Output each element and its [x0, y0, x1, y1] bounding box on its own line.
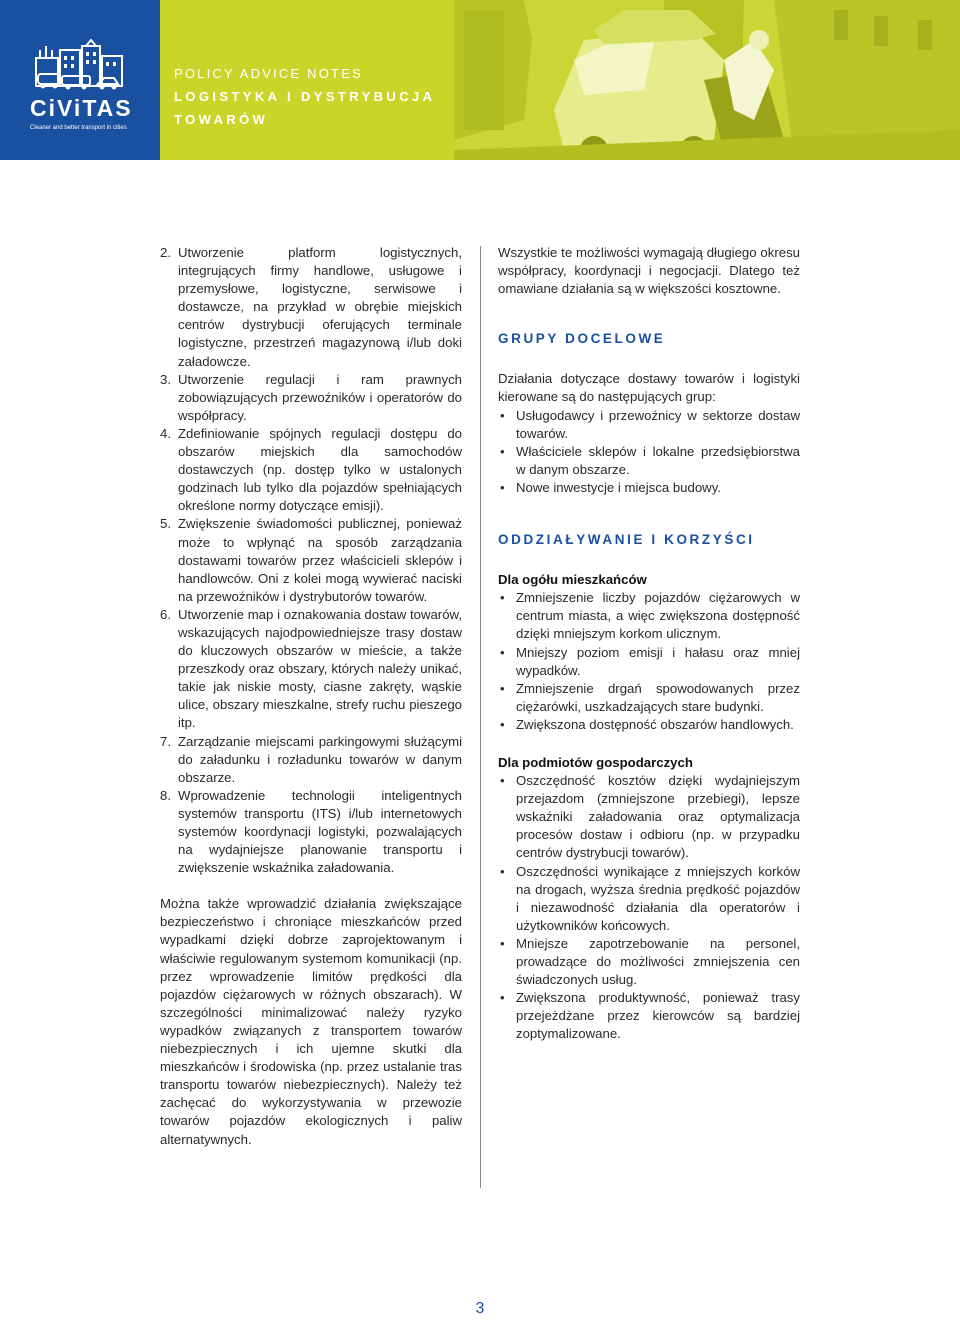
item-text: Utworzenie map i oznakowania dostaw towarów, wskazujących najodpowiedniejsze trasy dostaw do kluczowych obszarów w mieście, a także przeszkody oraz obszary, których należy unikać, takie jak niskie mosty, ciasne zakręty, wąskie ulice, obszary mieszkalne, strefy ruchu pieszego itp. [178, 606, 462, 731]
list-item [498, 443, 800, 479]
bullet-list [498, 589, 800, 734]
item-text: Zwiększona dostępność obszarów handlowych. [516, 716, 794, 732]
item-text: Utworzenie regulacji i ram prawnych zobowiązujących przewoźników i operatorów do współpracy. [178, 371, 462, 423]
item-text: Oszczędności wynikające z mniejszych korków na drogach, wyższa średnia prędkość pojazdów i niezawodność działania dla operatorów i użytkowników końcowych. [516, 863, 800, 933]
item-text: Usługodawcy i przewoźnicy w sektorze dostaw towarów. [516, 407, 800, 441]
item-number: 6. [160, 606, 171, 622]
bullet-icon: • [500, 863, 505, 879]
item-text: Oszczędność kosztów dzięki wydajniejszym przejazdom (zmniejszone przebiegi), lepsze wskaźniki załadowania oraz optymalizacja procesów dostaw i odbioru (np. w przypadku centrów dystrybucji towarów). [516, 773, 800, 861]
item-text: Zdefiniowanie spójnych regulacji dostępu do obszarów miejskich dla samochodów dostawczych (np. dostęp tylko w ustalonych godzinach lub tylko dla pojazdów spełniających określone normy dotyczące emisji). [178, 425, 462, 514]
list-item [160, 425, 462, 515]
item-number: 3. [160, 371, 171, 387]
item-text: Zmniejszenie drgań spowodowanych przez ciężarówki, uszkadzających stare budynki. [516, 680, 800, 714]
item-number: 4. [160, 425, 171, 441]
bullet-icon: • [500, 990, 505, 1006]
header-line-2: LOGISTYKA I DYSTRYBUCJA [174, 89, 436, 104]
list-item [160, 606, 462, 733]
item-text: Zmniejszenie liczby pojazdów ciężarowych w centrum miasta, a więc zwiększona dostępność dzięki mniejszym korkom ulicznym. [516, 590, 800, 642]
section-heading-target-groups: GRUPY DOCELOWE [498, 331, 666, 347]
logo-wordmark: CiViTAS [30, 95, 133, 121]
page-number: 3 [475, 1300, 485, 1317]
list-item [160, 733, 462, 787]
list-item [498, 716, 800, 734]
header-line-3: TOWARÓW [174, 112, 269, 127]
civitas-logo [0, 0, 160, 160]
list-item [498, 935, 800, 989]
subheading-residents: Dla ogółu mieszkańców [498, 572, 647, 588]
bullet-icon: • [500, 935, 505, 951]
list-item [498, 644, 800, 680]
list-item [498, 407, 800, 443]
item-number: 8. [160, 787, 171, 803]
delivery-van-photo-icon [454, 0, 960, 160]
bullet-icon: • [500, 773, 505, 789]
list-item [498, 772, 800, 862]
item-number: 5. [160, 516, 171, 532]
list-item [160, 371, 462, 425]
list-item [498, 680, 800, 716]
right-column [498, 244, 800, 1043]
city-skyline-icon [0, 0, 160, 160]
list-item [160, 244, 462, 371]
intro-paragraph: Wszystkie te możliwości wymagają długiego okresu współpracy, koordynacji i negocjacji. Dlatego też omawiane działania są w większości kosztowne. [498, 245, 800, 297]
bullet-icon: • [500, 716, 505, 732]
list-item [498, 989, 800, 1043]
list-item [160, 787, 462, 877]
item-text: Mniejszy poziom emisji i hałasu oraz mniej wypadków. [516, 644, 800, 678]
item-text: Zarządzanie miejscami parkingowymi służącymi do załadunku i rozładunku towarów w danym obszarze. [178, 733, 462, 785]
list-item [498, 863, 800, 935]
item-number: 7. [160, 733, 171, 749]
bullet-list [498, 407, 800, 497]
bullet-icon: • [500, 407, 505, 423]
section-intro: Działania dotyczące dostawy towarów i logistyki kierowane są do następujących grup: [498, 371, 800, 405]
subheading-businesses: Dla podmiotów gospodarczych [498, 754, 693, 770]
section-heading-impact: ODDZIAŁYWANIE I KORZYŚCI [498, 532, 755, 548]
list-item [160, 515, 462, 605]
bullet-icon: • [500, 479, 505, 495]
item-text: Zwiększenie świadomości publicznej, ponieważ może to wpłynąć na sposób zarządzania dostawami towarów przez właścicieli sklepów i handlowców. Oni z kolei mogą wywierać naciski na przewoźników i dystrybutorów towarów. [178, 516, 462, 604]
item-text: Utworzenie platform logistycznych, integrujących firmy handlowe, usługowe i przemysłowe, logistyczne, serwisowe i dostawcze, na przykład w obrębie miejskich centrów dystrybucji oferujących terminale logistyczne, przestrzeń magazynową i/lub doki załadowcze. [178, 245, 462, 369]
header-photo [454, 0, 960, 160]
item-text: Zwiększona produktywność, ponieważ trasy przejeżdżane przez kierowców są bardziej zoptymalizowane. [516, 990, 800, 1042]
item-number: 2. [160, 245, 171, 260]
item-text: Właściciele sklepów i lokalne przedsiębiorstwa w danym obszarze. [516, 443, 800, 477]
left-column [160, 244, 462, 1149]
column-divider [480, 246, 481, 1188]
numbered-list [160, 244, 462, 877]
body-paragraph: Można także wprowadzić działania zwiększające bezpieczeństwo i chroniące mieszkańców przed wypadkami dzięki dobrze zaprojektowanym i właściwie regulowanym systemom komunikacji (np. przez wprowadzenie limitów prędkości dla pojazdów ciężarowych w różnych obszarach). W szczególności minimalizować należy ryzyko wypadków związanych z transportem towarów niebezpiecznych i ich ujemne skutki dla mieszkańców i środowiska (np. przez ustalanie tras transportu towarów niebezpiecznych). Należy też zachęcać do wykorzystywania w przewozie towarów pojazdów ekologicznych i paliw alternatywnych. [160, 896, 462, 1147]
bullet-icon: • [500, 644, 505, 660]
list-item [498, 479, 800, 497]
item-text: Mniejsze zapotrzebowanie na personel, prowadzące do możliwości zmniejszenia cen świadczonych usług. [516, 935, 800, 988]
logo-tagline: Cleaner and better transport in cities [30, 125, 127, 131]
bullet-icon: • [500, 443, 505, 459]
item-text: Nowe inwestycje i miejsca budowy. [516, 479, 721, 495]
bullet-list [498, 772, 800, 1043]
bullet-icon: • [500, 680, 505, 696]
page-header [0, 0, 960, 160]
item-text: Wprowadzenie technologii inteligentnych systemów transportu (ITS) i/lub internetowych systemów koordynacji logistyki, pozwalających na wydajniejsze planowanie transportu i zwiększenie wskaźnika załadowania. [178, 787, 462, 876]
list-item [498, 589, 800, 643]
bullet-icon: • [500, 590, 505, 606]
header-line-1: POLICY ADVICE NOTES [174, 66, 363, 81]
